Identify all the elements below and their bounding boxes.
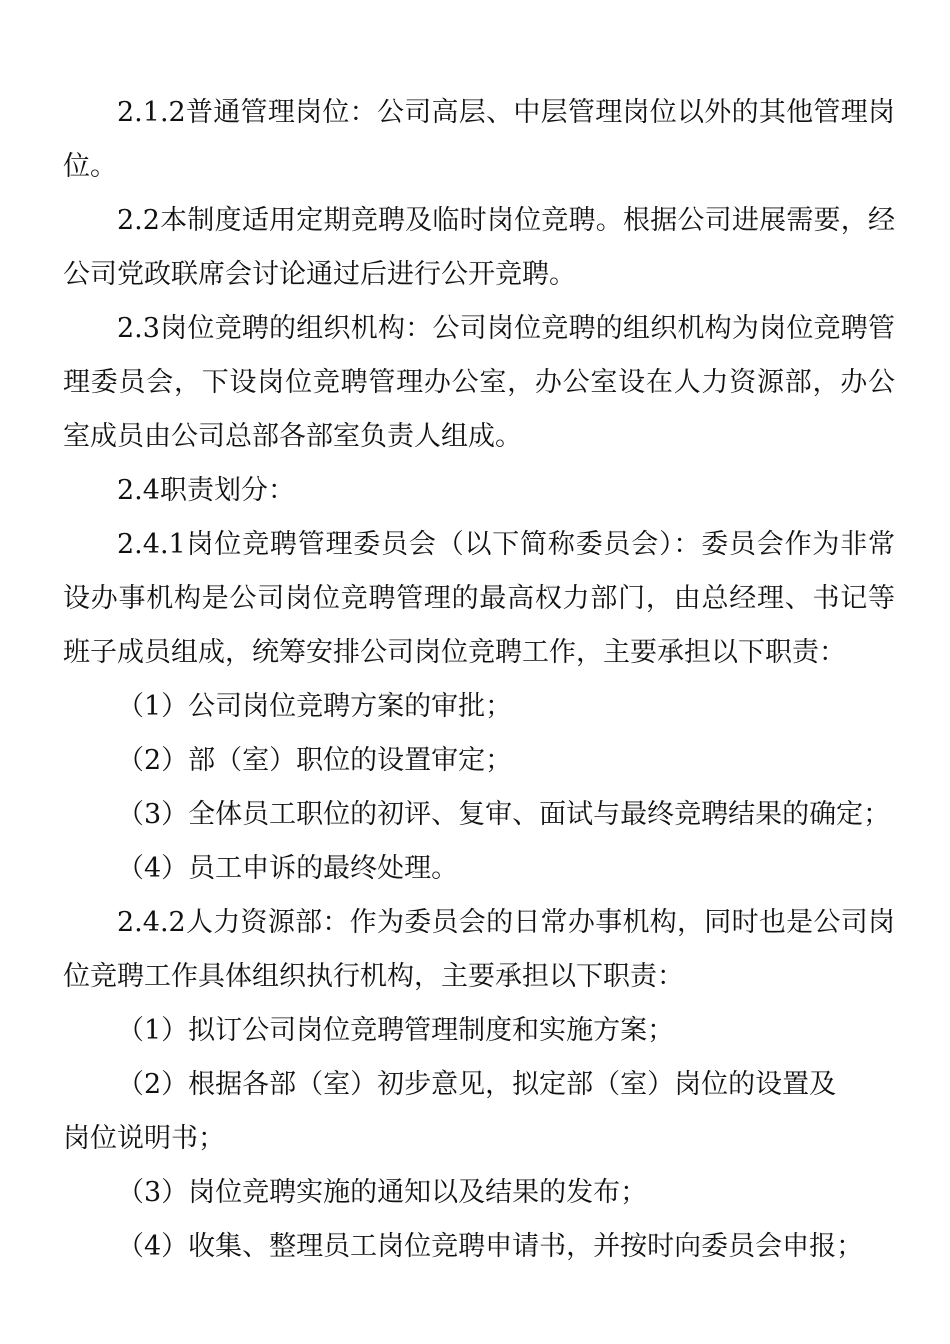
list-item: （1）公司岗位竞聘方案的审批； — [117, 691, 513, 722]
list-item: （2）部（室）职位的设置审定； — [117, 745, 513, 776]
paragraph-2-4-2: 2.4.2人力资源部：作为委员会的日常办事机构，同时也是公司岗位竞聘工作具体组织执行机构，主要承担以下职责： — [63, 907, 895, 992]
paragraph-2-2: 2.2本制度适用定期竞聘及临时岗位竞聘。根据公司进展需要，经公司党政联席会讨论通过后进行公开竞聘。 — [63, 205, 895, 290]
paragraph-2-1-2: 2.1.2普通管理岗位：公司高层、中层管理岗位以外的其他管理岗位。 — [63, 97, 895, 182]
document-body — [63, 86, 895, 1274]
list-item: （1）拟订公司岗位竞聘管理制度和实施方案； — [117, 1015, 675, 1046]
paragraph-2-4-1: 2.4.1岗位竞聘管理委员会（以下简称委员会）：委员会作为非常设办事机构是公司岗位竞聘管理的最高权力部门，由总经理、书记等班子成员组成，统筹安排公司岗位竞聘工作，主要承担以下职责： — [63, 529, 895, 668]
paragraph-2-3: 2.3岗位竞聘的组织机构：公司岗位竞聘的组织机构为岗位竞聘管理委员会，下设岗位竞聘管理办公室，办公室设在人力资源部，办公室成员由公司总部各部室负责人组成。 — [63, 313, 895, 452]
list-item: （4）收集、整理员工岗位竞聘申请书，并按时向委员会申报； — [117, 1231, 864, 1262]
list-item: （2）根据各部（室）初步意见，拟定部（室）岗位的设置及 — [117, 1069, 837, 1100]
list-item: （3）岗位竞聘实施的通知以及结果的发布； — [117, 1177, 648, 1208]
list-item: （4）员工申诉的最终处理。 — [117, 853, 459, 884]
list-item-continuation: 岗位说明书； — [63, 1123, 225, 1154]
paragraph-2-4: 2.4职责划分： — [117, 475, 295, 506]
list-item: （3）全体员工职位的初评、复审、面试与最终竞聘结果的确定； — [117, 799, 891, 830]
